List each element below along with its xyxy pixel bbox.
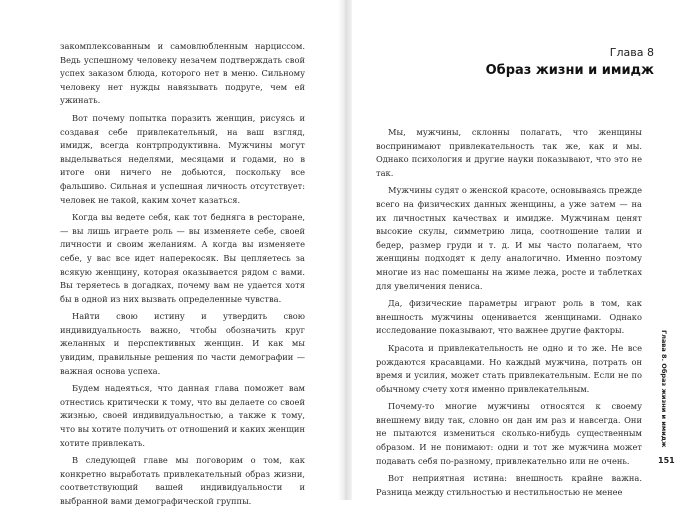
left-page-text xyxy=(60,40,305,513)
paragraph: Когда вы ведете себя, как тот бедняга в ресторане, — вы лишь играете роль — вы изменяете себе, своей личности и своим желаниям. А когда вы изменяете себе, у вас все идет наперекосяк. Вы цепляетесь за всякую женщину, которая оказывается рядом с вами. Вы теряетесь в догадках, почему вам не удается хотя бы в одной из них вызвать определенные чувства. xyxy=(60,212,305,304)
left-page xyxy=(0,0,342,506)
paragraph: В следующей главе мы поговорим о том, как конкретно выработать привлекательный образ жизни, соответствующий вашей индивидуальности и выбранной вами демографической группы. xyxy=(60,455,305,506)
paragraph: закомплексованным и самовлюбленным нарциссом. Ведь успешному человеку незачем подтверждать свой успех заказом блюда, которого нет в меню. Сильному человеку нет нужды навязывать подруге, чем ей ужинать. xyxy=(60,41,305,106)
chapter-number: Глава 8 xyxy=(609,46,654,59)
right-page-text xyxy=(376,126,642,503)
paragraph: Будем надеяться, что данная глава поможет вам отнестись критически к тому, что вы делаете со своей жизнью, своей индивидуальностью, а также к тому, что вы хотите получить от отношений и каких женщин хотите привлекать. xyxy=(60,383,305,448)
right-page xyxy=(348,0,697,500)
page-number: 151 xyxy=(658,456,675,465)
book-gutter xyxy=(338,0,352,500)
paragraph: Вот почему попытка поразить женщин, рисуясь и создавая себе привлекательный, на ваш взгляд, имидж, всегда контрпродуктивна. Мужчины могут выделываться неделями, месяцами и годами, но в итоге они ничего не добьются, поскольку все фальшиво. Сильная и успешная личность отсутствует: человек не такой, каким хочет казаться. xyxy=(60,112,305,205)
paragraph: Мужчины судят о женской красоте, основываясь прежде всего на физических данных женщины, а уже затем — на их личностных качествах и имидже. Мужчинам ценят высокие скулы, симметрию лица, соотношение талии и бедер, размер груди и т. д. И мы часто полагаем, что женщины подходят к делу аналогично. Именно поэтому многие из нас помешаны на жиме лежа, росте и таблетках для увеличения пениса. xyxy=(376,185,642,291)
paragraph: Мы, мужчины, склонны полагать, что женщины воспринимают привлекательность так же, как и мы. Однако психология и другие науки показывают, что это не так. xyxy=(376,127,642,178)
paragraph: Вот неприятная истина: внешность крайне важна. Разница между стильностью и нестильностью не менее xyxy=(376,473,642,497)
chapter-title: Образ жизни и имидж xyxy=(485,63,654,78)
running-head: Глава 8. Образ жизни и имидж xyxy=(660,330,668,448)
paragraph: Да, физические параметры играют роль в том, как внешность мужчины оценивается женщинами. Однако исследование показывают, что важнее другие факторы. xyxy=(376,298,642,336)
paragraph: Найти свою истину и утвердить свою индивидуальность важно, чтобы обозначить круг желанных и перспективных женщин. И как мы увидим, правильные решения по части демографии — важная основа успеха. xyxy=(60,311,305,376)
paragraph: Почему-то многие мужчины относятся к своему внешнему виду так, словно он дан им раз и навсегда. Они не пытаются измениться сколько-нибудь существенным образом. И не понимают: одни и тот же мужчина может подавать себя по-разному, привлекательно или не очень. xyxy=(376,401,642,466)
paragraph: Красота и привлекательность не одно и то же. Не все рождаются красавцами. Но каждый мужчина, потрать он время и усилия, может стать привлекательным. Если не по обычному счету хотя именно привлекательным. xyxy=(376,342,642,394)
